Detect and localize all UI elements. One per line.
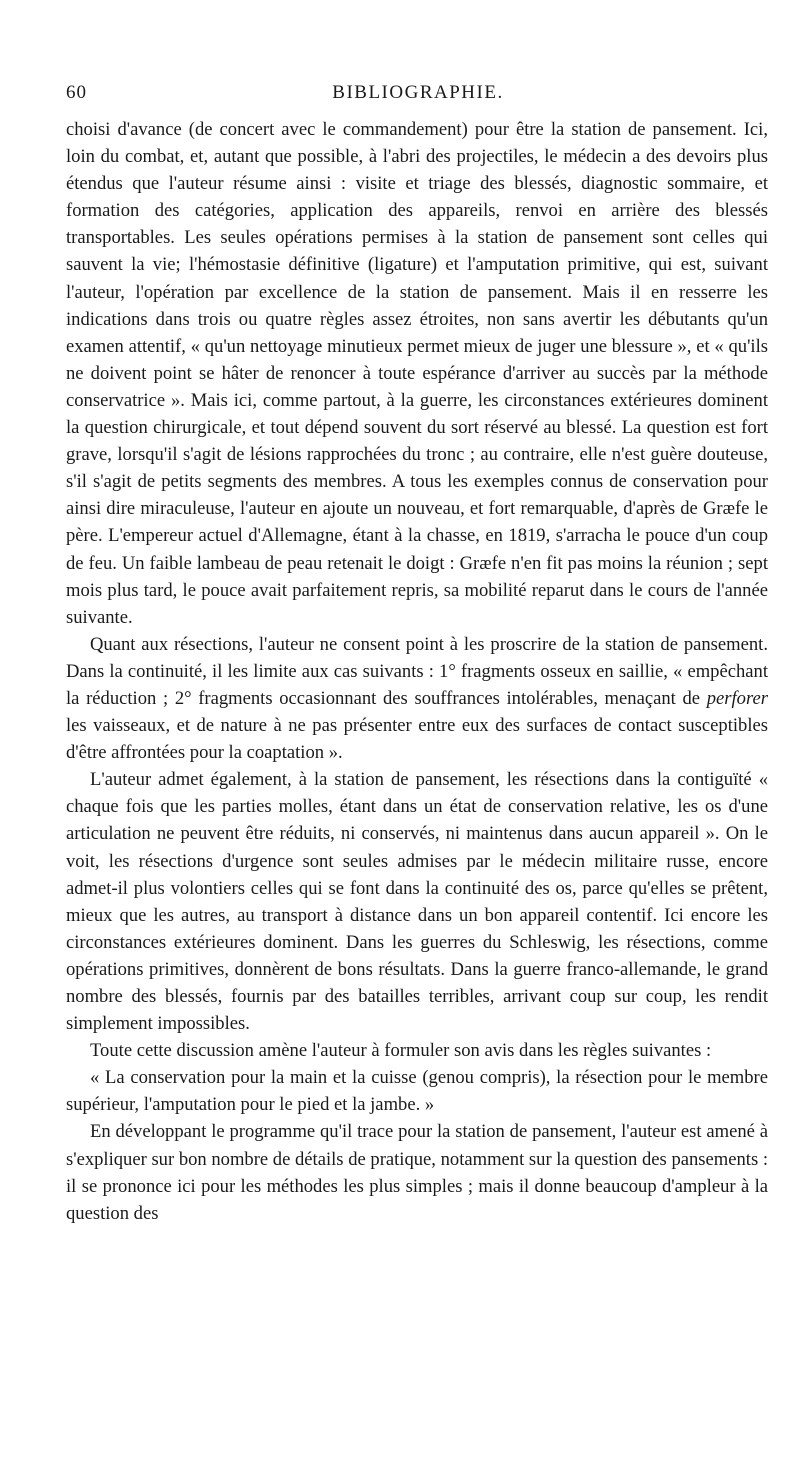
- paragraph-discussion: Toute cette discussion amène l'auteur à formuler son avis dans les règles suivantes :: [90, 1040, 712, 1062]
- header-title: BIBLIOGRAPHIE.: [332, 82, 504, 103]
- paragraph-program: En développant le programme qu'il trace pour la station de pansement, l'auteur est amené à s'expliquer sur bon nombre de détails de pratique, notamment sur la question des pansements : il se prononce ici pour les méthodes les plus simples ; mais il donne beaucoup d'ampleur à la question des: [66, 1121, 769, 1224]
- paragraph-text: les vaisseaux, et de nature à ne pas présenter entre eux des surfaces de contact susceptibles d'être affrontées pour la coaptation ».: [66, 715, 768, 764]
- body-text: [66, 116, 768, 1227]
- italic-term: perforer: [706, 687, 768, 709]
- page-number: 60: [66, 82, 87, 103]
- paragraph-contiguity: L'auteur admet également, à la station de pansement, les résections dans la contiguïté « chaque fois que les parties molles, étant dans un état de conservation relative, les os d'une articulation ne peuvent être réduits, ni conservés, ni maintenus dans aucun appareil ». On le voit, les résections d'urgence sont seules admises par le médecin militaire russe, encore admet-il plus volontiers celles qui se font dans la continuité des os, parce qu'elles se prêtent, mieux que les autres, au transport à distance dans un bon appareil contentif. Ici encore les circonstances extérieures dominent. Dans les guerres du Schleswig, les résections, comme opérations primitives, donnèrent de bons résultats. Dans la guerre franco-allemande, le grand nombre des blessés, fournis par des batailles terribles, arrivant coup sur coup, les rendit simplement impossibles.: [66, 769, 768, 1035]
- paragraph-text: Quant aux résections, l'auteur ne consent point à les proscrire de la station de pansement. Dans la continuité, il les limite aux cas suivants : 1° fragments osseux en saillie, « empêchant la réduction ; 2° fragments occasionnant des souffrances intolérables, menaçant de: [66, 633, 768, 709]
- paragraph-continued: choisi d'avance (de concert avec le commandement) pour être la station de pansement. Ici, loin du combat, et, autant que possible, à l'abri des projectiles, le médecin a des devoirs plus étendus que l'auteur résume ainsi : visite et triage des blessés, diagnostic sommaire, et formation des catégories, application des appareils, renvoi en arrière des blessés transportables. Les seules opérations permises à la station de pansement sont celles qui sauvent la vie; l'hémostasie définitive (ligature) et l'amputation primitive, qui est, suivant l'auteur, l'opération par excellence de la station de pansement. Mais il en resserre les indications dans trois ou quatre règles assez étroites, non sans avertir les débutants qu'un examen attentif, « qu'un nettoyage minutieux permet mieux de juger une blessure », et « qu'ils ne doivent point se hâter de renoncer à toute espérance d'arriver au succès par la méthode conservatrice ». Mais ici, comme partout, à la guerre, les circonstances extérieures dominent la question chirurgicale, et tout dépend souvent du sort réservé au blessé. La question est fort grave, lorsqu'il s'agit de lésions rapprochées du tronc ; au contraire, elle n'est guère douteuse, s'il s'agit de petits segments des membres. A tous les exemples connus de conservation pour ainsi dire miraculeuse, l'auteur en ajoute un nouveau, et fort remarquable, d'après de Græfe le père. L'empereur actuel d'Allemagne, étant à la chasse, en 1819, s'arracha le pouce d'un coup de feu. Un faible lambeau de peau retenait le doigt : Græfe n'en fit pas moins la réunion ; sept mois plus tard, le pouce avait parfaitement repris, sa mobilité reparut dans le cours de l'année suivante.: [66, 119, 768, 628]
- paragraph-rules-quote: « La conservation pour la main et la cuisse (genou compris), la résection pour le membre supérieur, l'amputation pour le pied et la jambe. »: [66, 1067, 768, 1116]
- paragraph-resections: [66, 631, 768, 766]
- running-head: [66, 82, 770, 112]
